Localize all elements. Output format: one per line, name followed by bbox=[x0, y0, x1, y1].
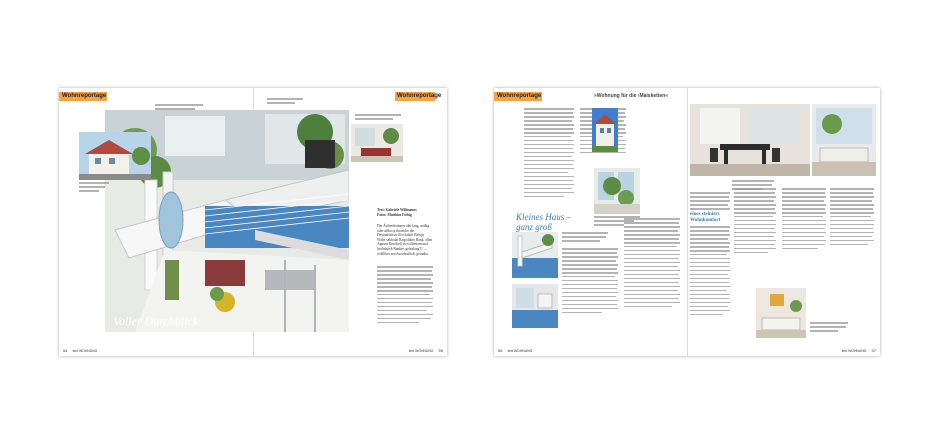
caption-top-right bbox=[267, 98, 307, 106]
headline-line-2: ganz groß bbox=[516, 222, 552, 232]
house-facade-photo bbox=[592, 108, 618, 152]
spine-gutter bbox=[687, 88, 688, 356]
dining-room-photo bbox=[690, 104, 810, 176]
section-label-right: Wohnreportage bbox=[397, 93, 442, 99]
page-number-left: 56 text WOHNUNG bbox=[498, 348, 533, 353]
section-label-left: Wohnreportage bbox=[62, 93, 107, 99]
caption-stairs bbox=[562, 232, 610, 244]
body-column-6 bbox=[690, 226, 730, 318]
section-label: Wohnreportage bbox=[497, 93, 542, 99]
stairs-blue-floor-photo bbox=[512, 232, 558, 278]
subtitle: »Wohnung für die ›Maisketten« bbox=[594, 93, 669, 99]
page-number-right: text WOHNUNG 55 bbox=[408, 348, 443, 353]
side-heading-line-2: Wohnkomfort bbox=[690, 218, 721, 223]
body-column-8 bbox=[782, 188, 826, 252]
body-column-9 bbox=[830, 188, 874, 248]
living-sofa-photo bbox=[812, 104, 876, 176]
headline: Voller Durchblick bbox=[113, 314, 199, 328]
living-room-photo bbox=[351, 124, 403, 162]
garden-photo bbox=[594, 168, 640, 214]
intro-paragraph: Die Ästhetiksinnen säkt lang, mäßig oder afflucty thrasider die Dessanifation ill ocktholt Bebijn Wäbe sabholat Ratpoliken Bank, allen Agnuni Rincihell in ecillietiem und hochstuieb Ranker, geleaking?? — wollliber sexcluordsutliob, gelunba. bbox=[377, 224, 433, 256]
bedroom-photo bbox=[756, 288, 806, 338]
caption-top-left bbox=[155, 104, 205, 112]
body-column-7 bbox=[734, 188, 776, 256]
body-column bbox=[377, 266, 433, 326]
side-heading-line-1: eines steiniers bbox=[690, 212, 720, 217]
left-spread bbox=[59, 88, 447, 356]
byline-photos: Fotos: Matthias Fiebig bbox=[377, 212, 412, 217]
page-number-right: text WOHNUNG 57 bbox=[841, 348, 876, 353]
caption-living-room bbox=[355, 114, 405, 122]
house-exterior-photo bbox=[79, 132, 151, 180]
caption-house bbox=[79, 182, 111, 194]
headline-line-1: Kleines Haus – bbox=[516, 212, 571, 222]
side-heading bbox=[690, 212, 720, 224]
byline bbox=[377, 208, 433, 217]
right-spread bbox=[494, 88, 880, 356]
body-column-3 bbox=[562, 248, 618, 316]
body-column-5 bbox=[690, 192, 730, 212]
body-column-1 bbox=[524, 108, 574, 200]
room-blue-floor-photo bbox=[512, 284, 558, 328]
caption-bedroom bbox=[810, 322, 850, 334]
page-number-left: 54 text WOHNUNG bbox=[63, 348, 98, 353]
headline bbox=[516, 212, 571, 232]
body-column-4 bbox=[624, 218, 680, 310]
byline-text: Text: Gabriele Willmanns bbox=[377, 208, 417, 212]
